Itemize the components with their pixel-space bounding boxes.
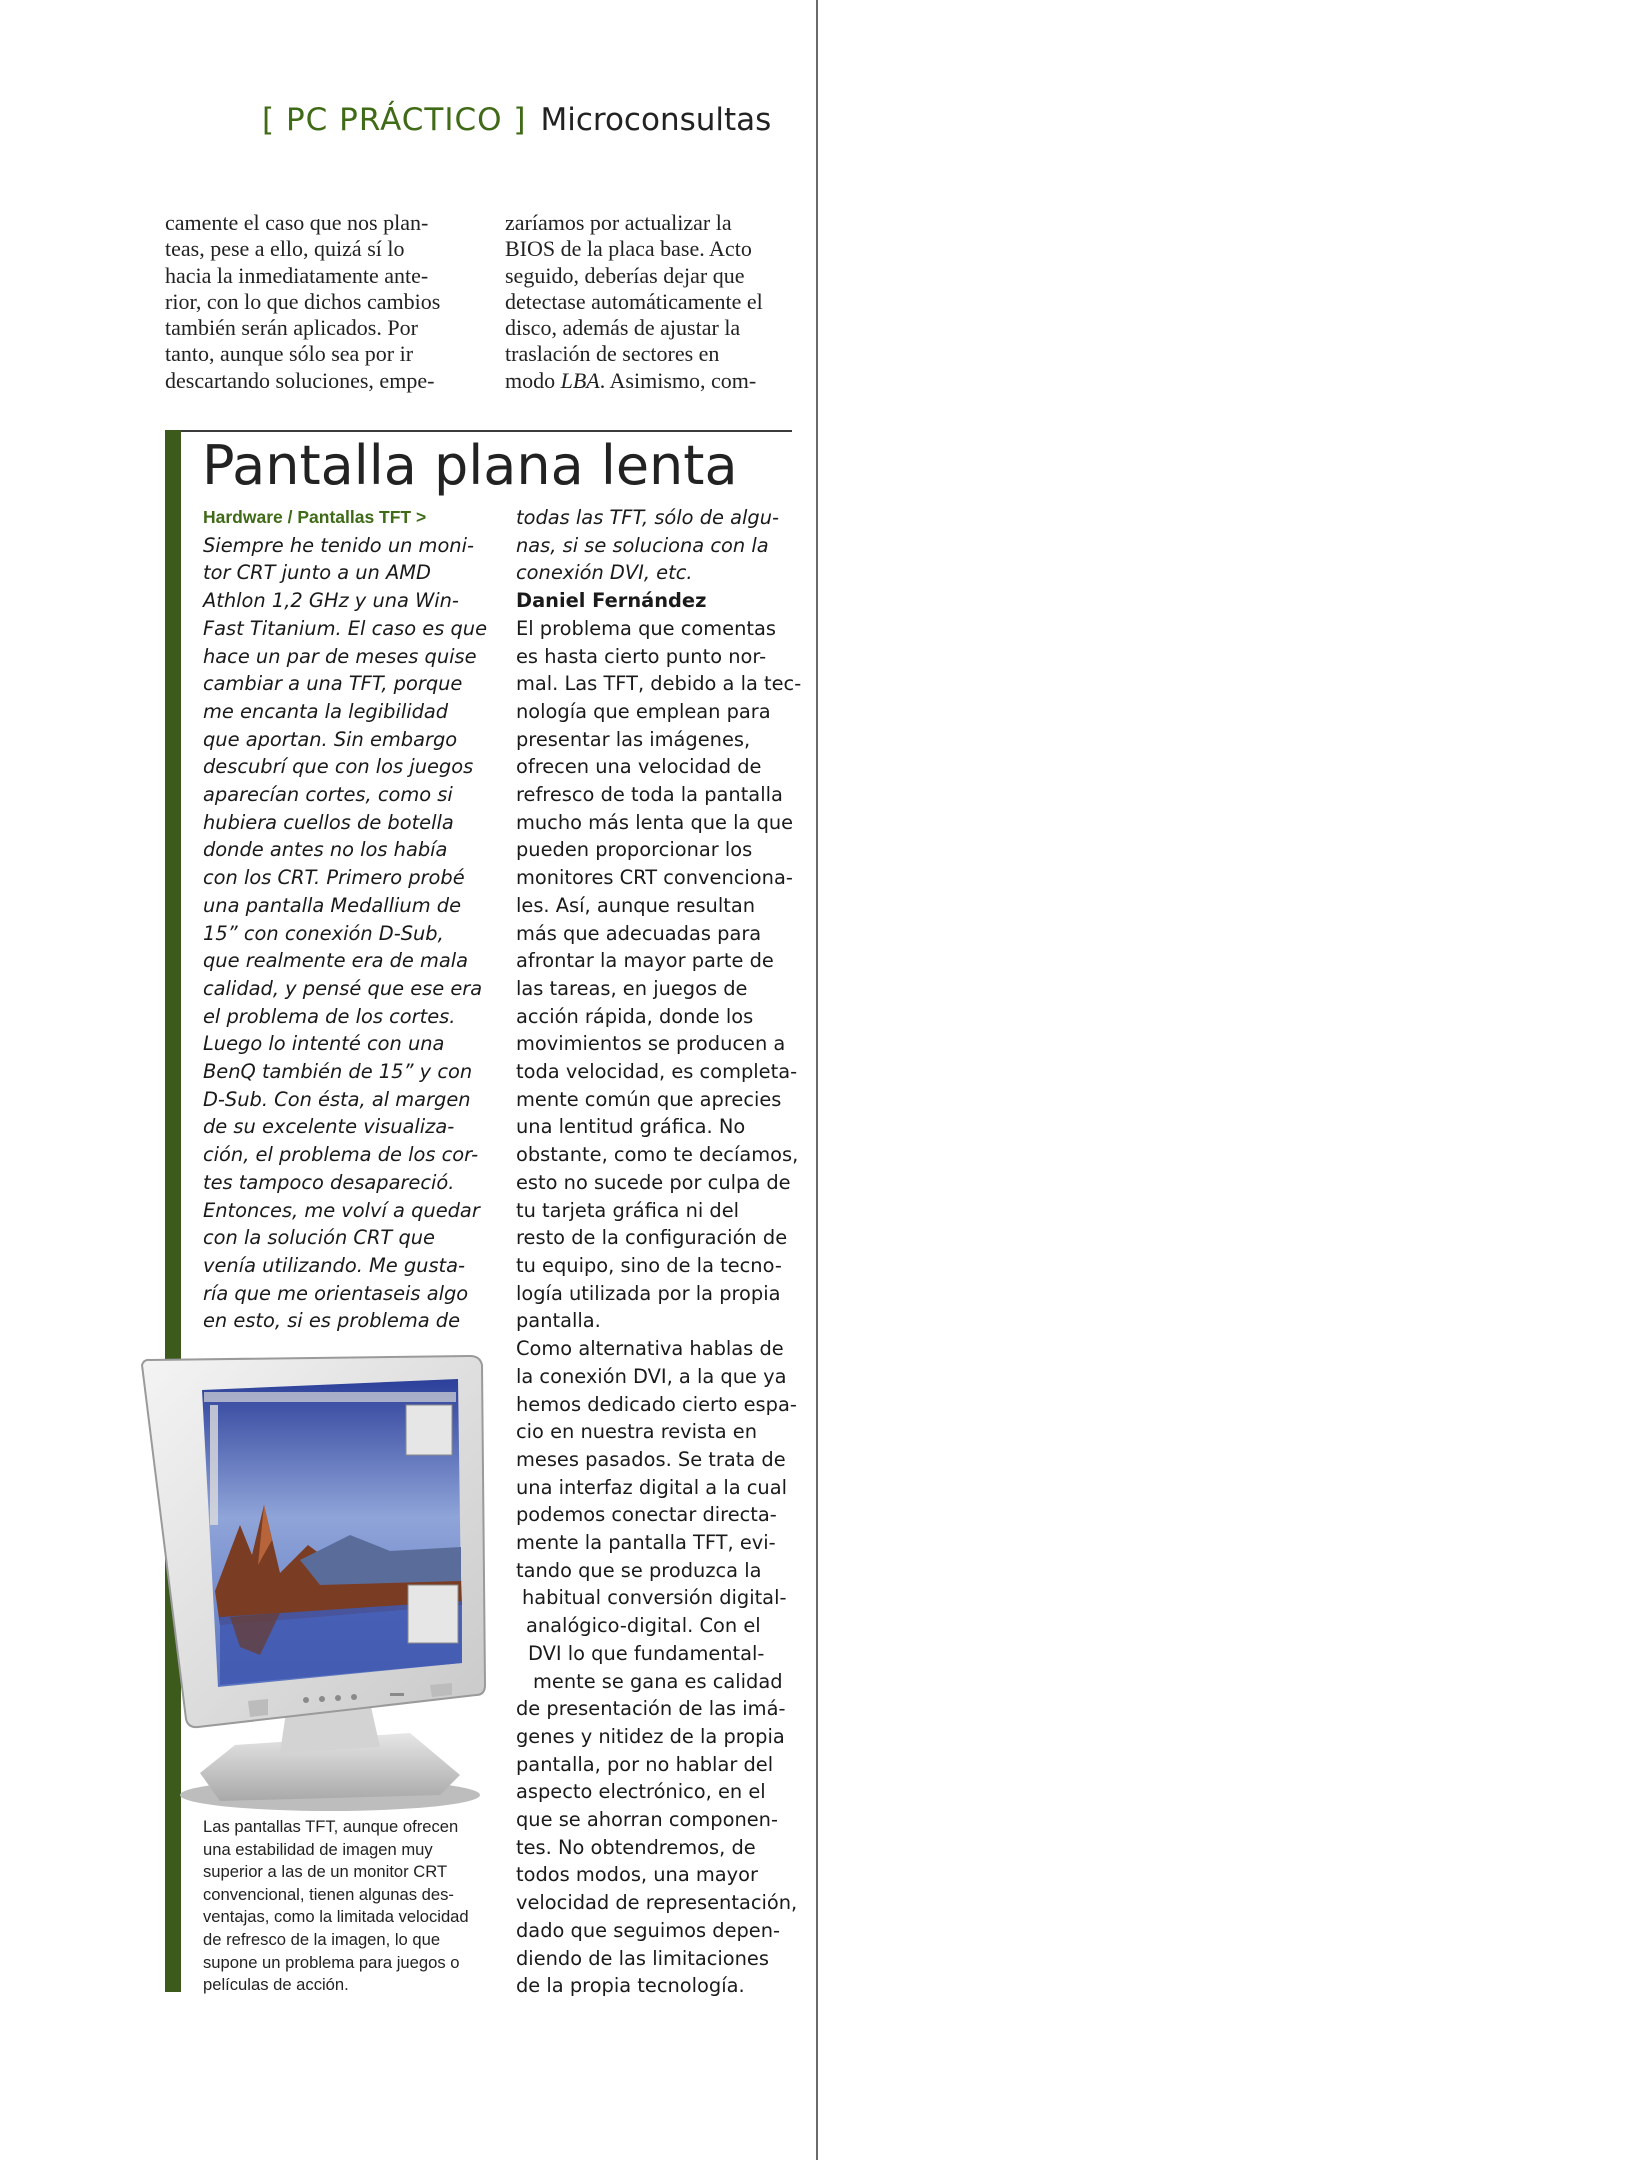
- text-line: descubrí que con los juegos: [203, 755, 474, 779]
- text-line: hubiera cuellos de botella: [203, 810, 454, 834]
- text-line: mente la pantalla TFT, evi-: [516, 1531, 776, 1555]
- text-line: el problema de los cortes.: [203, 1004, 456, 1028]
- text-line: rior, con lo que dichos cambios: [165, 288, 441, 314]
- text-line: cambiar a una TFT, porque: [203, 672, 463, 696]
- section-header: [262, 102, 771, 138]
- text-line: resto de la configuración de: [516, 1226, 788, 1250]
- text-fragment: . Asimismo, com-: [599, 367, 757, 393]
- text-line: genes y nitidez de la propia: [516, 1724, 785, 1748]
- text-line: aspecto electrónico, en el: [516, 1780, 766, 1804]
- text-line: afrontar la mayor parte de: [516, 949, 774, 973]
- text-line: D-Sub. Con ésta, al margen: [203, 1087, 471, 1111]
- text-line: acción rápida, donde los: [516, 1004, 754, 1028]
- text-line: logía utilizada por la propia: [516, 1281, 781, 1305]
- text-line: diendo de las limitaciones: [516, 1946, 769, 1970]
- article-right-column: [516, 504, 801, 2000]
- text-line: conexión DVI, etc.: [516, 561, 693, 585]
- intro-column-1: [165, 210, 440, 394]
- text-line: convencional, tienen algunas des-: [203, 1884, 454, 1904]
- text-line: nas, si se soluciona con la: [516, 533, 769, 557]
- text-line: nología que emplean para: [516, 699, 771, 723]
- text-line: hace un par de meses quise: [203, 644, 477, 668]
- subsection-label: Microconsultas: [540, 102, 772, 138]
- text-line: pantalla.: [516, 1309, 601, 1333]
- text-line: disco, además de ajustar la: [505, 315, 741, 341]
- text-line: descartando soluciones, empe-: [165, 367, 435, 393]
- text-line: BenQ también de 15” y con: [203, 1060, 473, 1084]
- text-line: más que adecuadas para: [516, 921, 762, 945]
- text-line: detectase automáticamente el: [505, 288, 763, 314]
- question-text-left: [203, 532, 487, 1335]
- text-line: podemos conectar directa-: [516, 1503, 777, 1527]
- text-line: monitores CRT convenciona-: [516, 866, 793, 890]
- text-line: supone un problema para juegos o: [203, 1952, 460, 1972]
- text-line: aparecían cortes, como si: [203, 783, 453, 807]
- text-line: todos modos, una mayor: [516, 1863, 758, 1887]
- text-line: El problema que comentas: [516, 616, 776, 640]
- text-line: Luego lo intenté con una: [203, 1032, 445, 1056]
- text-line: tes. No obtendremos, de: [516, 1835, 756, 1859]
- text-line: DVI lo que fundamental-: [528, 1641, 765, 1665]
- text-line: Fast Titanium. El caso es que: [203, 616, 488, 640]
- text-line: tor CRT junto a un AMD: [203, 561, 431, 585]
- text-line: que aportan. Sin embargo: [203, 727, 458, 751]
- text-line: ría que me orientaseis algo: [203, 1281, 469, 1305]
- text-line: de presentación de las imá-: [516, 1697, 786, 1721]
- intro-column-2: [505, 210, 763, 394]
- text-line: de su excelente visualiza-: [203, 1115, 455, 1139]
- text-line: con los CRT. Primero probé: [203, 866, 465, 890]
- text-line: obstante, como te decíamos,: [516, 1143, 799, 1167]
- text-line: tando que se produzca la: [516, 1558, 762, 1582]
- text-line: dado que seguimos depen-: [516, 1918, 781, 1942]
- text-line: una estabilidad de imagen muy: [203, 1839, 433, 1859]
- section-label: [ PC PRÁCTICO ]: [262, 102, 527, 138]
- text-line: es hasta cierto punto nor-: [516, 644, 767, 668]
- text-line: películas de acción.: [203, 1975, 349, 1995]
- text-line: donde antes no los había: [203, 838, 448, 862]
- text-line: mente común que aprecies: [516, 1087, 782, 1111]
- text-fragment: modo: [505, 367, 561, 393]
- text-line: traslación de sectores en: [505, 341, 720, 367]
- text-line: pantalla, por no hablar del: [516, 1752, 774, 1776]
- text-line: Las pantallas TFT, aunque ofrecen: [203, 1817, 459, 1836]
- text-line: de la propia tecnología.: [516, 1974, 745, 1998]
- text-line: me encanta la legibilidad: [203, 699, 449, 723]
- text-line: hemos dedicado cierto espa-: [516, 1392, 797, 1416]
- question-author: Daniel Fernández: [516, 589, 707, 613]
- text-line: BIOS de la placa base. Acto: [505, 236, 752, 262]
- text-line: ventajas, como la limitada velocidad: [203, 1907, 469, 1927]
- text-line: analógico-digital. Con el: [526, 1614, 761, 1638]
- text-line: una pantalla Medallium de: [203, 893, 462, 917]
- text-line: con la solución CRT que: [203, 1226, 435, 1250]
- tft-monitor-photo: [140, 1355, 500, 1815]
- text-line: camente el caso que nos plan-: [165, 210, 429, 235]
- text-line: superior a las de un monitor CRT: [203, 1862, 448, 1882]
- text-line: 15” con conexión D-Sub,: [203, 921, 444, 945]
- text-line: teas, pese a ello, quizá sí lo: [165, 236, 405, 262]
- text-line: esto no sucede por culpa de: [516, 1170, 791, 1194]
- question-text-right: [516, 504, 801, 587]
- text-line: tanto, aunque sólo sea por ir: [165, 341, 414, 367]
- text-line: les. Así, aunque resultan: [516, 893, 756, 917]
- text-line: toda velocidad, es completa-: [516, 1060, 798, 1084]
- text-line: en esto, si es problema de: [203, 1309, 461, 1333]
- text-line: habitual conversión digital-: [522, 1586, 787, 1610]
- article-left-column: [203, 504, 487, 1335]
- text-line: calidad, y pensé que ese era: [203, 976, 483, 1000]
- text-line: mucho más lenta que la que: [516, 810, 794, 834]
- text-line: Entonces, me volví a quedar: [203, 1198, 480, 1222]
- photo-caption: [203, 1816, 469, 1997]
- page-gutter-line: [816, 0, 818, 2160]
- text-line: tu tarjeta gráfica ni del: [516, 1198, 740, 1222]
- text-line: seguido, deberías dejar que: [505, 262, 745, 288]
- text-line: la conexión DVI, a la que ya: [516, 1364, 787, 1388]
- text-line: hacia la inmediatamente ante-: [165, 262, 429, 288]
- text-line: Athlon 1,2 GHz y una Win-: [203, 589, 459, 613]
- text-line: velocidad de representación,: [516, 1891, 798, 1915]
- text-line: [505, 368, 763, 394]
- text-line: que se ahorran componen-: [516, 1808, 778, 1832]
- text-line: Siempre he tenido un moni-: [203, 533, 474, 557]
- article-title: Pantalla plana lenta: [202, 434, 738, 497]
- text-line: una lentitud gráfica. No: [516, 1115, 746, 1139]
- text-line: ofrecen una velocidad de: [516, 755, 762, 779]
- text-line: también serán aplicados. Por: [165, 315, 418, 341]
- lba-term: LBA: [560, 367, 600, 393]
- text-line: mal. Las TFT, debido a la tec-: [516, 672, 802, 696]
- text-line: una interfaz digital a la cual: [516, 1475, 787, 1499]
- text-line: todas las TFT, sólo de algu-: [516, 506, 779, 529]
- text-line: meses pasados. Se trata de: [516, 1447, 786, 1471]
- text-line: mente se gana es calidad: [533, 1669, 783, 1693]
- text-line: pueden proporcionar los: [516, 838, 753, 862]
- text-line: venía utilizando. Me gusta-: [203, 1253, 466, 1277]
- text-line: las tareas, en juegos de: [516, 976, 748, 1000]
- text-line: tu equipo, sino de la tecno-: [516, 1253, 782, 1277]
- text-line: zaríamos por actualizar la: [505, 210, 732, 235]
- text-line: refresco de toda la pantalla: [516, 783, 783, 807]
- text-line: presentar las imágenes,: [516, 727, 751, 751]
- text-line: cio en nuestra revista en: [516, 1420, 758, 1444]
- text-line: ción, el problema de los cor-: [203, 1143, 479, 1167]
- category-label: Hardware / Pantallas TFT >: [203, 507, 427, 527]
- text-line: que realmente era de mala: [203, 949, 469, 973]
- text-line: Como alternativa hablas de: [516, 1337, 784, 1361]
- text-line: de refresco de la imagen, lo que: [203, 1929, 441, 1949]
- text-line: tes tampoco desapareció.: [203, 1170, 455, 1194]
- answer-text: [516, 615, 801, 2000]
- text-line: movimientos se producen a: [516, 1032, 786, 1056]
